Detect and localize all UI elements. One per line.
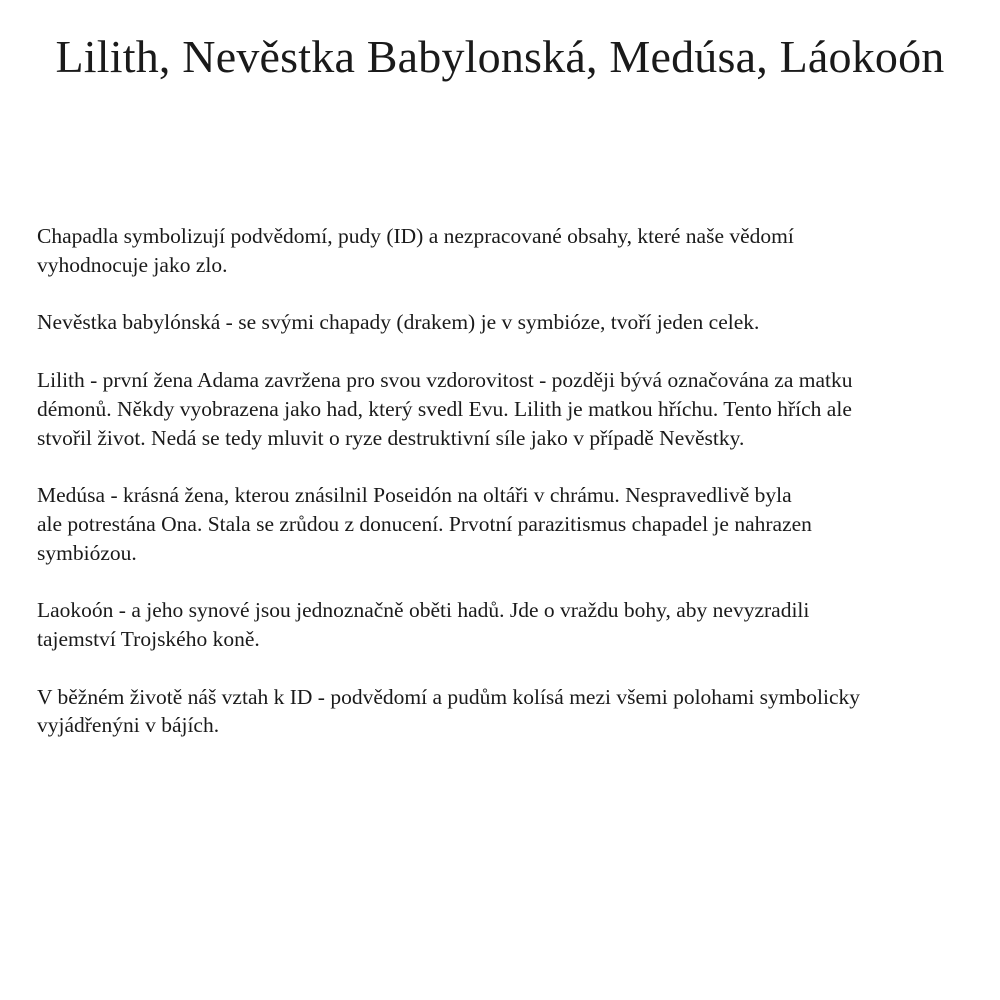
paragraph-line: Laokoón - a jeho synové jsou jednoznačně oběti hadů. Jde o vraždu bohy, aby nevyzradili	[37, 598, 810, 623]
paragraph-line: tajemství Trojského koně.	[37, 627, 260, 652]
paragraph-line: ale potrestána Ona. Stala se zrůdou z donucení. Prvotní parazitismus chapadel je nahrazen	[37, 511, 812, 536]
paragraph-line: symbiózou.	[37, 540, 137, 565]
paragraph-chapadla	[37, 222, 967, 279]
paragraph-line: Nevěstka babylónská - se svými chapady (drakem) je v symbióze, tvoří jeden celek.	[37, 310, 760, 335]
paragraph-medusa	[37, 481, 967, 567]
paragraph-nevestka	[37, 308, 967, 337]
paragraph-line: vyhodnocuje jako zlo.	[37, 252, 228, 277]
paragraph-line: Medúsa - krásná žena, kterou znásilnil Poseidón na oltáři v chrámu. Nespravedlivě byla	[37, 483, 792, 508]
paragraph-line: Chapadla symbolizují podvědomí, pudy (ID) a nezpracované obsahy, které naše vědomí	[37, 224, 794, 248]
paragraph-line: stvořil život. Nedá se tedy mluvit o ryze destruktivní síle jako v případě Nevěstky.	[37, 425, 745, 450]
paragraph-conclusion	[37, 683, 967, 740]
paragraph-line: vyjádřenýni v bájích.	[37, 713, 220, 738]
paragraph-lilith	[37, 366, 967, 452]
paragraph-line: V běžném životě náš vztah k ID - podvědomí a pudům kolísá mezi všemi polohami symbolicky	[37, 684, 861, 709]
document-body	[37, 222, 967, 769]
page-title: Lilith, Nevěstka Babylonská, Medúsa, Láokoón	[55, 31, 945, 82]
paragraph-laokoon	[37, 596, 967, 653]
paragraph-line: Lilith - první žena Adama zavržena pro svou vzdorovitost - později bývá označována za matku	[37, 368, 853, 393]
paragraph-line: démonů. Někdy vyobrazena jako had, který svedl Evu. Lilith je matkou hříchu. Tento hřích ale	[37, 396, 852, 421]
